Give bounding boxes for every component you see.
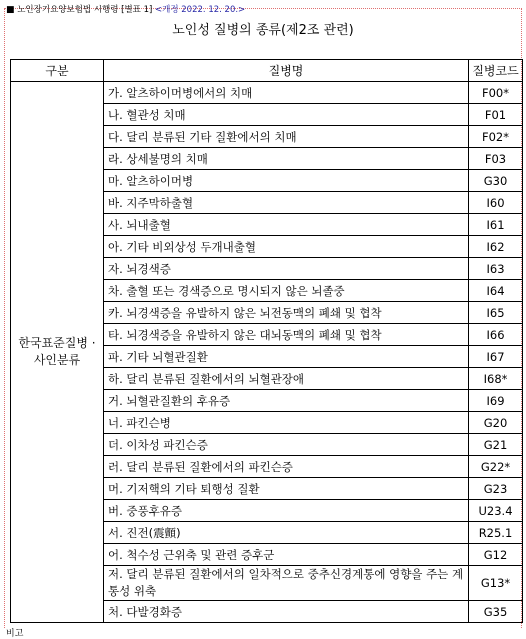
disease-code: I60 — [469, 192, 523, 214]
disease-code: F02* — [469, 126, 523, 148]
law-reference: 노인장기요양보험법 시행령 [별표 1] — [17, 5, 153, 15]
disease-name: 하. 달리 분류된 질환에서의 뇌혈관장애 — [104, 368, 469, 390]
disease-code: I66 — [469, 324, 523, 346]
disease-name: 마. 알츠하이머병 — [104, 170, 469, 192]
disease-code: G23 — [469, 478, 523, 500]
disease-code: F00* — [469, 82, 523, 104]
disease-code: G35 — [469, 601, 523, 623]
disease-table — [10, 59, 523, 623]
disease-name: 거. 뇌혈관질환의 후유증 — [104, 390, 469, 412]
page-title: 노인성 질병의 종류(제2조 관련) — [172, 23, 354, 38]
category-label-line1: 한국표준질병 · — [18, 336, 96, 350]
disease-name: 너. 파킨슨병 — [104, 412, 469, 434]
disease-code: I68* — [469, 368, 523, 390]
disease-code: F01 — [469, 104, 523, 126]
disease-name: 타. 뇌경색증을 유발하지 않은 대뇌동맥의 폐쇄 및 협착 — [104, 324, 469, 346]
disease-name: 머. 기저핵의 기타 퇴행성 질환 — [104, 478, 469, 500]
column-header-code: 질병코드 — [469, 60, 523, 82]
footer-note: 비고 — [6, 629, 24, 639]
disease-code: I69 — [469, 390, 523, 412]
revision-date: <개정 2022. 12. 20.> — [155, 5, 246, 15]
table-header-row — [11, 60, 523, 82]
disease-name: 가. 알츠하이머병에서의 치매 — [104, 82, 469, 104]
disease-name: 사. 뇌내출혈 — [104, 214, 469, 236]
disease-code: G22* — [469, 456, 523, 478]
disease-name: 저. 달리 분류된 질환에서의 일차적으로 중추신경계통에 영향을 주는 계통성 위축 — [104, 566, 469, 601]
disease-code: I62 — [469, 236, 523, 258]
disease-name: 러. 달리 분류된 질환에서의 파킨슨증 — [104, 456, 469, 478]
disease-name: 다. 달리 분류된 기타 질환에서의 치매 — [104, 126, 469, 148]
disease-name: 더. 이차성 파킨슨증 — [104, 434, 469, 456]
disease-name: 서. 진전(震顫) — [104, 522, 469, 544]
disease-name: 나. 혈관성 치매 — [104, 104, 469, 126]
disease-name: 라. 상세불명의 치매 — [104, 148, 469, 170]
column-header-disease: 질병명 — [104, 60, 469, 82]
document-header — [6, 3, 245, 15]
disease-code: I61 — [469, 214, 523, 236]
table-row — [11, 82, 523, 104]
disease-name: 버. 중풍후유증 — [104, 500, 469, 522]
disease-name: 파. 기타 뇌혈관질환 — [104, 346, 469, 368]
disease-name: 아. 기타 비외상성 두개내출혈 — [104, 236, 469, 258]
disease-code: I64 — [469, 280, 523, 302]
disease-code: I65 — [469, 302, 523, 324]
disease-code: G12 — [469, 544, 523, 566]
disease-code: I67 — [469, 346, 523, 368]
disease-code: G13* — [469, 566, 523, 601]
disease-name: 바. 지주막하출혈 — [104, 192, 469, 214]
disease-name: 차. 출혈 또는 경색증으로 명시되지 않은 뇌졸중 — [104, 280, 469, 302]
category-label-line2: 사인분류 — [33, 353, 81, 367]
disease-name: 카. 뇌경색증을 유발하지 않은 뇌전동맥의 폐쇄 및 협착 — [104, 302, 469, 324]
disease-code: F03 — [469, 148, 523, 170]
margin-guide-left — [4, 8, 5, 628]
disease-code: U23.4 — [469, 500, 523, 522]
column-header-category: 구분 — [11, 60, 104, 82]
category-cell — [11, 82, 104, 623]
disease-code: R25.1 — [469, 522, 523, 544]
disease-name: 어. 척수성 근위축 및 관련 증후군 — [104, 544, 469, 566]
header-square-icon: ■ — [6, 5, 15, 15]
disease-name: 처. 다발경화증 — [104, 601, 469, 623]
disease-code: G30 — [469, 170, 523, 192]
disease-code: I63 — [469, 258, 523, 280]
disease-code: G21 — [469, 434, 523, 456]
disease-code: G20 — [469, 412, 523, 434]
disease-name: 자. 뇌경색증 — [104, 258, 469, 280]
